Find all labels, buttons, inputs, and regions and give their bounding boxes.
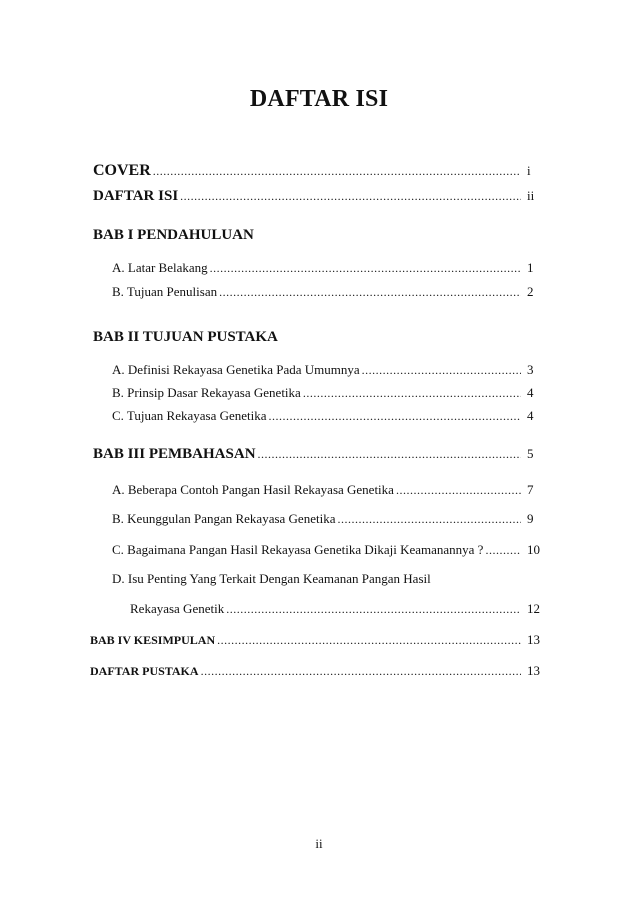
toc-label: DAFTAR ISI (93, 188, 179, 204)
toc-page: 10 (527, 542, 540, 557)
toc-page: 5 (527, 446, 534, 461)
dot-leader (303, 386, 521, 401)
toc-entry-bab3-a[interactable] (112, 482, 545, 498)
page-title: DAFTAR ISI (249, 86, 389, 112)
toc-label: A. Definisi Rekayasa Genetika Pada Umumnya (112, 362, 360, 377)
toc-entry-bab2-b[interactable] (112, 385, 545, 401)
toc-page: ii (527, 188, 535, 203)
toc-page: 13 (527, 632, 540, 647)
dot-leader (396, 483, 521, 498)
toc-entry-bab3-d-line2[interactable] (130, 601, 545, 617)
toc-page: 4 (527, 408, 534, 423)
toc-page: i (527, 163, 531, 178)
dot-leader (485, 543, 521, 558)
toc-entry-bab4[interactable] (90, 632, 545, 648)
toc-entry-daftar-pustaka[interactable] (90, 663, 545, 679)
toc-label: DAFTAR PUSTAKA (90, 664, 199, 678)
toc-entry-bab3[interactable] (93, 446, 545, 463)
dot-leader (210, 261, 521, 276)
toc-label: C. Bagaimana Pangan Hasil Rekayasa Genetika Dikaji Keamanannya ? (112, 542, 484, 557)
toc-entry-bab3-d-line1[interactable]: D. Isu Penting Yang Terkait Dengan Keamanan Pangan Hasil (112, 571, 431, 586)
toc-label: B. Prinsip Dasar Rekayasa Genetika (112, 385, 301, 400)
dot-leader (219, 285, 521, 300)
toc-label: A. Latar Belakang (112, 260, 208, 275)
toc-label: B. Tujuan Penulisan (112, 284, 218, 299)
toc-entry-bab3-c[interactable] (112, 542, 545, 558)
toc-entry-bab2-c[interactable] (112, 408, 545, 424)
toc-entry-bab1-b[interactable] (112, 284, 545, 300)
toc-label: A. Beberapa Contoh Pangan Hasil Rekayasa Genetika (112, 482, 394, 497)
dot-leader (226, 602, 521, 617)
toc-entry-bab3-b[interactable] (112, 511, 545, 527)
toc-page: 13 (527, 663, 540, 678)
toc-entry-bab2-a[interactable] (112, 362, 545, 378)
dot-leader (217, 633, 521, 648)
toc-page: 9 (527, 511, 534, 526)
toc-label: BAB IV KESIMPULAN (90, 633, 216, 647)
toc-entry-daftar-isi[interactable] (93, 188, 545, 205)
toc-label: Rekayasa Genetik (130, 601, 225, 616)
toc-page: 12 (527, 601, 540, 616)
dot-leader (362, 363, 521, 378)
dot-leader (337, 512, 521, 527)
dot-leader (258, 447, 521, 462)
dot-leader (180, 189, 521, 204)
dot-leader (201, 664, 521, 679)
toc-page: 7 (527, 482, 534, 497)
toc-entry-bab1-a[interactable] (112, 260, 545, 276)
toc-page: 3 (527, 362, 534, 377)
toc-page: 1 (527, 260, 534, 275)
toc-page: 4 (527, 385, 534, 400)
page-number: ii (315, 836, 323, 851)
toc-label: C. Tujuan Rekayasa Genetika (112, 408, 267, 423)
dot-leader (153, 164, 521, 179)
toc-heading-bab2[interactable]: BAB II TUJUAN PUSTAKA (93, 329, 278, 345)
toc-label: COVER (93, 162, 151, 179)
toc-entry-cover[interactable] (93, 162, 545, 180)
toc-label: B. Keunggulan Pangan Rekayasa Genetika (112, 511, 336, 526)
toc-heading-bab1[interactable]: BAB I PENDAHULUAN (93, 227, 254, 243)
dot-leader (269, 409, 521, 424)
toc-page: 2 (527, 284, 534, 299)
toc-label: BAB III PEMBAHASAN (93, 446, 256, 462)
